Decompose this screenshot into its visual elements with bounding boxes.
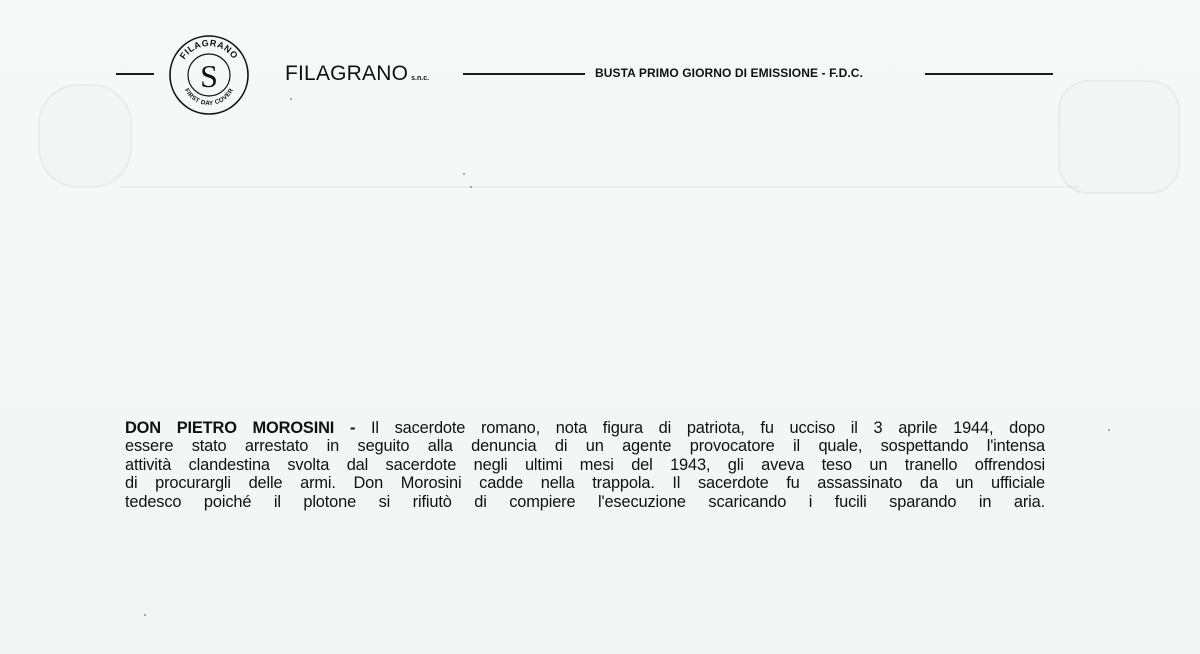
header-rule-right — [925, 73, 1053, 75]
description-line-5: tedesco poiché il plotone si rifiutò di compiere l'esecuzione scaricando i fucili sparando in aria. — [125, 492, 1045, 511]
header-rule-middle — [463, 73, 585, 75]
logo-ring-bottom-text: FIRST DAY COVER — [182, 87, 236, 108]
brand-name: FILAGRANO — [285, 62, 409, 85]
header-caption: BUSTA PRIMO GIORNO DI EMISSIONE - F.D.C. — [595, 66, 864, 80]
brand-suffix: s.n.c. — [411, 75, 430, 82]
brand — [285, 62, 429, 86]
description-line-1-text: Il sacerdote romano, nota figura di patriota, fu ucciso il 3 aprile 1944, dopo — [370, 419, 1045, 437]
paper-speck — [470, 186, 472, 188]
logo-center-letter: S — [200, 58, 218, 94]
paper-speck — [290, 98, 292, 100]
logo-ring-top-text: FILAGRANO — [177, 37, 241, 61]
paper-speck — [144, 614, 146, 616]
header-rule-left — [116, 73, 154, 75]
show-through-line — [120, 186, 1080, 188]
description-line-1 — [125, 419, 1045, 437]
description-line-4: di procurargli delle armi. Don Morosini cadde nella trappola. Il sacerdote fu assassinato da un ufficiale — [125, 474, 1045, 493]
show-through-postmark-left — [38, 84, 132, 188]
filagrano-logo — [168, 34, 250, 116]
description-line-3: attività clandestina svolta dal sacerdote negli ultimi mesi del 1943, gli aveva teso un tranello offrendosi — [125, 455, 1045, 474]
show-through-stamp-right — [1058, 80, 1180, 194]
filagrano-seal-icon — [168, 34, 250, 116]
description-text — [125, 419, 1045, 511]
description-subject: DON PIETRO MOROSINI - — [125, 419, 356, 437]
paper-speck — [463, 173, 465, 175]
paper-speck — [1108, 429, 1110, 431]
description-line-2: essere stato arrestato in seguito alla denuncia di un agente provocatore il quale, sospettando l'intensa — [125, 437, 1045, 456]
